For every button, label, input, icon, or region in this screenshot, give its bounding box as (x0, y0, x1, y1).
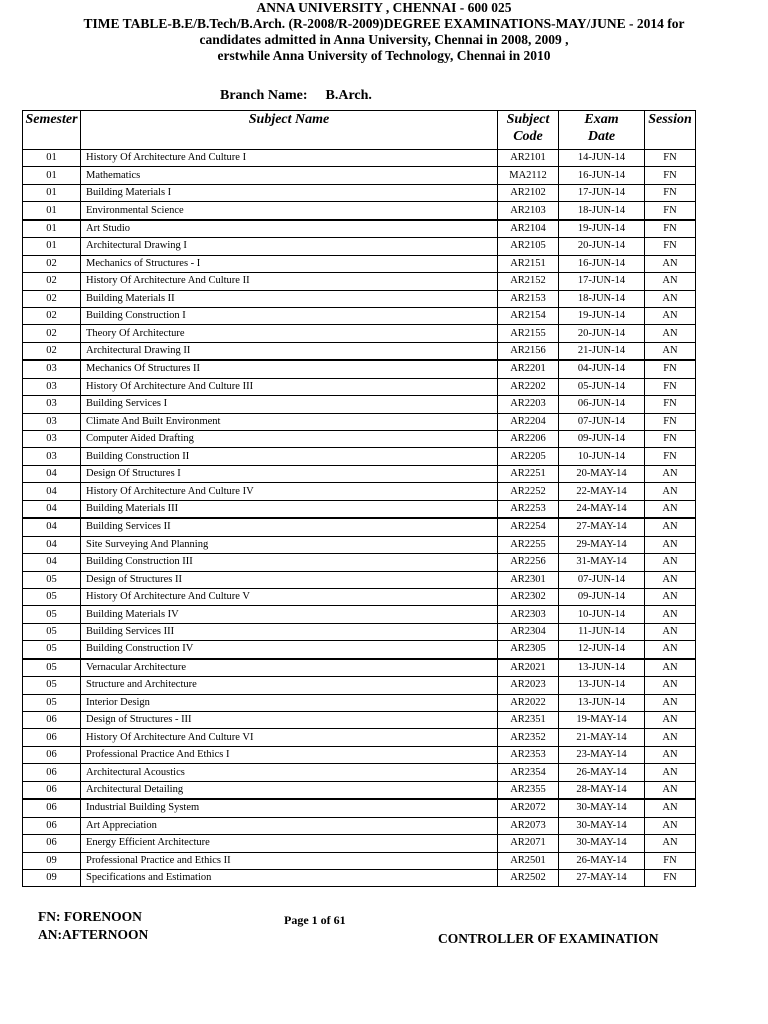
subject-name-cell: Specifications and Estimation (81, 869, 498, 886)
session-cell: FN (645, 238, 696, 255)
semester-cell: 01 (23, 150, 81, 167)
table-row (23, 694, 696, 711)
subject-code-cell: AR2354 (498, 764, 559, 781)
legend-fn: FN: FORENOON (38, 909, 142, 924)
exam-date-cell: 19-JUN-14 (559, 307, 645, 324)
subject-code-cell: AR2303 (498, 606, 559, 623)
semester-cell: 02 (23, 290, 81, 307)
exam-date-cell: 30-MAY-14 (559, 799, 645, 817)
subject-code-cell: AR2071 (498, 835, 559, 852)
table-row (23, 659, 696, 677)
subject-code-cell: AR2502 (498, 869, 559, 886)
subject-code-cell: AR2351 (498, 712, 559, 729)
subject-name-cell: Architectural Detailing (81, 781, 498, 799)
semester-cell: 01 (23, 220, 81, 238)
exam-date-cell: 18-JUN-14 (559, 202, 645, 220)
subject-code-header: Subject Code (498, 111, 559, 150)
session-cell: FN (645, 431, 696, 448)
subject-code-cell: AR2154 (498, 307, 559, 324)
table-row (23, 325, 696, 342)
semester-cell: 02 (23, 342, 81, 360)
table-row (23, 483, 696, 500)
subject-code-cell: AR2153 (498, 290, 559, 307)
session-cell: AN (645, 659, 696, 677)
exam-date-cell: 20-JUN-14 (559, 238, 645, 255)
subject-code-cell: AR2201 (498, 360, 559, 378)
table-row (23, 431, 696, 448)
legend-an: AN:AFTERNOON (38, 927, 149, 942)
session-cell: FN (645, 448, 696, 465)
subject-name-cell: Mechanics of Structures - I (81, 255, 498, 272)
table-row (23, 342, 696, 360)
subject-name-cell: History Of Architecture And Culture II (81, 273, 498, 290)
semester-cell: 03 (23, 360, 81, 378)
exam-date-cell: 07-JUN-14 (559, 413, 645, 430)
subject-name-header: Subject Name (81, 111, 498, 150)
exam-date-cell: 13-JUN-14 (559, 694, 645, 711)
semester-cell: 06 (23, 817, 81, 834)
semester-cell: 01 (23, 184, 81, 201)
semester-cell: 05 (23, 659, 81, 677)
semester-cell: 01 (23, 238, 81, 255)
subject-code-cell: AR2152 (498, 273, 559, 290)
session-header: Session (645, 111, 696, 150)
table-row (23, 518, 696, 536)
subject-name-cell: Architectural Drawing I (81, 238, 498, 255)
subject-name-cell: History Of Architecture And Culture III (81, 378, 498, 395)
table-row (23, 396, 696, 413)
semester-cell: 04 (23, 483, 81, 500)
subject-code-cell: AR2105 (498, 238, 559, 255)
exam-date-cell: 16-JUN-14 (559, 167, 645, 184)
table-row (23, 712, 696, 729)
table-row (23, 273, 696, 290)
session-cell: FN (645, 378, 696, 395)
subject-code-cell: AR2254 (498, 518, 559, 536)
session-cell: AN (645, 835, 696, 852)
table-row (23, 623, 696, 640)
subject-code-cell: AR2102 (498, 184, 559, 201)
session-cell: AN (645, 571, 696, 588)
subject-code-cell: AR2353 (498, 746, 559, 763)
subject-name-cell: History Of Architecture And Culture I (81, 150, 498, 167)
semester-cell: 05 (23, 677, 81, 694)
exam-date-cell: 11-JUN-14 (559, 623, 645, 640)
semester-cell: 06 (23, 835, 81, 852)
semester-header: Semester (23, 111, 81, 150)
semester-cell: 06 (23, 764, 81, 781)
subject-name-cell: Interior Design (81, 694, 498, 711)
session-cell: AN (645, 325, 696, 342)
exam-date-cell: 10-JUN-14 (559, 606, 645, 623)
table-row (23, 184, 696, 201)
subject-code-cell: AR2155 (498, 325, 559, 342)
table-row (23, 536, 696, 553)
subject-code-cell: AR2302 (498, 588, 559, 605)
exam-date-cell: 17-JUN-14 (559, 184, 645, 201)
table-row (23, 571, 696, 588)
semester-cell: 06 (23, 781, 81, 799)
exam-date-cell: 18-JUN-14 (559, 290, 645, 307)
subject-code-cell: AR2255 (498, 536, 559, 553)
table-row (23, 378, 696, 395)
subject-name-cell: Mathematics (81, 167, 498, 184)
session-cell: AN (645, 764, 696, 781)
subject-code-cell: AR2203 (498, 396, 559, 413)
controller-signature: CONTROLLER OF EXAMINATION (438, 931, 659, 946)
subject-code-cell: AR2253 (498, 500, 559, 518)
subject-name-cell: Structure and Architecture (81, 677, 498, 694)
exam-date-cell: 21-MAY-14 (559, 729, 645, 746)
exam-date-cell: 21-JUN-14 (559, 342, 645, 360)
table-row (23, 360, 696, 378)
semester-cell: 09 (23, 869, 81, 886)
semester-cell: 03 (23, 396, 81, 413)
exam-date-cell: 14-JUN-14 (559, 150, 645, 167)
subject-name-cell: Building Construction II (81, 448, 498, 465)
subject-name-cell: Building Construction I (81, 307, 498, 324)
session-cell: AN (645, 817, 696, 834)
exam-date-cell: 30-MAY-14 (559, 835, 645, 852)
subject-code-cell: AR2301 (498, 571, 559, 588)
subject-code-cell: MA2112 (498, 167, 559, 184)
subject-code-cell: AR2304 (498, 623, 559, 640)
semester-cell: 04 (23, 465, 81, 482)
session-cell: FN (645, 184, 696, 201)
exam-date-cell: 27-MAY-14 (559, 869, 645, 886)
subject-name-cell: Industrial Building System (81, 799, 498, 817)
exam-date-cell: 09-JUN-14 (559, 588, 645, 605)
subject-name-cell: Professional Practice And Ethics I (81, 746, 498, 763)
exam-date-cell: 13-JUN-14 (559, 659, 645, 677)
subject-name-cell: Professional Practice and Ethics II (81, 852, 498, 869)
semester-cell: 06 (23, 799, 81, 817)
subject-code-cell: AR2251 (498, 465, 559, 482)
subject-code-cell: AR2101 (498, 150, 559, 167)
subject-code-cell: AR2073 (498, 817, 559, 834)
session-cell: AN (645, 799, 696, 817)
semester-cell: 03 (23, 431, 81, 448)
subject-name-cell: Building Construction IV (81, 641, 498, 659)
subject-name-cell: Climate And Built Environment (81, 413, 498, 430)
semester-cell: 06 (23, 729, 81, 746)
table-row (23, 413, 696, 430)
table-row (23, 799, 696, 817)
table-row (23, 817, 696, 834)
timetable-title: TIME TABLE-B.E/B.Tech/B.Arch. (R-2008/R-2009)DEGREE EXAMINATIONS-MAY/JUNE - 2014 for (83, 16, 685, 31)
session-legend (38, 908, 148, 944)
timetable (22, 110, 696, 887)
admission-line: candidates admitted in Anna University, Chennai in 2008, 2009 , (199, 32, 569, 47)
table-row (23, 307, 696, 324)
table-row (23, 290, 696, 307)
session-cell: AN (645, 307, 696, 324)
subject-name-cell: History Of Architecture And Culture VI (81, 729, 498, 746)
subject-name-cell: Building Services I (81, 396, 498, 413)
table-row (23, 869, 696, 886)
semester-cell: 06 (23, 712, 81, 729)
session-cell: AN (645, 273, 696, 290)
session-cell: AN (645, 677, 696, 694)
erstwhile-line: erstwhile Anna University of Technology, Chennai in 2010 (217, 48, 551, 63)
subject-code-cell: AR2204 (498, 413, 559, 430)
exam-date-cell: 19-JUN-14 (559, 220, 645, 238)
exam-date-cell: 05-JUN-14 (559, 378, 645, 395)
subject-code-cell: AR2022 (498, 694, 559, 711)
subject-name-cell: Design Of Structures I (81, 465, 498, 482)
session-cell: AN (645, 518, 696, 536)
subject-name-cell: Building Materials II (81, 290, 498, 307)
session-cell: AN (645, 290, 696, 307)
session-cell: AN (645, 746, 696, 763)
session-cell: FN (645, 220, 696, 238)
session-cell: AN (645, 342, 696, 360)
semester-cell: 05 (23, 694, 81, 711)
subject-name-cell: Environmental Science (81, 202, 498, 220)
subject-name-cell: Building Services II (81, 518, 498, 536)
subject-code-cell: AR2252 (498, 483, 559, 500)
subject-code-cell: AR2501 (498, 852, 559, 869)
page-number: Page 1 of 61 (284, 913, 346, 927)
subject-name-cell: Architectural Acoustics (81, 764, 498, 781)
exam-date-cell: 31-MAY-14 (559, 554, 645, 571)
exam-date-cell: 17-JUN-14 (559, 273, 645, 290)
exam-date-cell: 13-JUN-14 (559, 677, 645, 694)
semester-cell: 05 (23, 623, 81, 640)
branch-name (220, 88, 372, 104)
subject-code-cell: AR2352 (498, 729, 559, 746)
exam-date-cell: 06-JUN-14 (559, 396, 645, 413)
session-cell: AN (645, 694, 696, 711)
subject-code-cell: AR2206 (498, 431, 559, 448)
table-row (23, 150, 696, 167)
session-cell: AN (645, 588, 696, 605)
subject-code-cell: AR2355 (498, 781, 559, 799)
table-row (23, 554, 696, 571)
exam-date-cell: 30-MAY-14 (559, 817, 645, 834)
table-row (23, 500, 696, 518)
session-cell: AN (645, 712, 696, 729)
session-cell: AN (645, 536, 696, 553)
exam-date-cell: 10-JUN-14 (559, 448, 645, 465)
session-cell: AN (645, 623, 696, 640)
subject-name-cell: Building Materials III (81, 500, 498, 518)
subject-name-cell: Design of Structures - III (81, 712, 498, 729)
table-row (23, 764, 696, 781)
session-cell: FN (645, 413, 696, 430)
table-row (23, 448, 696, 465)
session-cell: FN (645, 360, 696, 378)
subject-code-cell: AR2202 (498, 378, 559, 395)
document-header (0, 0, 768, 64)
exam-date-cell: 20-MAY-14 (559, 465, 645, 482)
subject-code-cell: AR2156 (498, 342, 559, 360)
subject-name-cell: Vernacular Architecture (81, 659, 498, 677)
session-cell: FN (645, 167, 696, 184)
semester-cell: 03 (23, 413, 81, 430)
subject-name-cell: Site Surveying And Planning (81, 536, 498, 553)
subject-code-cell: AR2023 (498, 677, 559, 694)
subject-name-cell: Building Construction III (81, 554, 498, 571)
session-cell: FN (645, 869, 696, 886)
exam-date-cell: 09-JUN-14 (559, 431, 645, 448)
subject-name-cell: Building Materials IV (81, 606, 498, 623)
session-cell: AN (645, 729, 696, 746)
semester-cell: 09 (23, 852, 81, 869)
table-row (23, 781, 696, 799)
semester-cell: 05 (23, 571, 81, 588)
branch-value: B.Arch. (325, 88, 372, 103)
subject-code-cell: AR2021 (498, 659, 559, 677)
semester-cell: 02 (23, 273, 81, 290)
semester-cell: 01 (23, 202, 81, 220)
semester-cell: 03 (23, 378, 81, 395)
university-title: ANNA UNIVERSITY , CHENNAI - 600 025 (256, 0, 512, 15)
subject-name-cell: Building Services III (81, 623, 498, 640)
subject-name-cell: Building Materials I (81, 184, 498, 201)
table-row (23, 465, 696, 482)
table-row (23, 641, 696, 659)
exam-date-header: Exam Date (559, 111, 645, 150)
subject-code-cell: AR2072 (498, 799, 559, 817)
exam-date-cell: 22-MAY-14 (559, 483, 645, 500)
table-row (23, 852, 696, 869)
subject-name-cell: Art Appreciation (81, 817, 498, 834)
session-cell: FN (645, 852, 696, 869)
semester-cell: 05 (23, 641, 81, 659)
subject-name-cell: Computer Aided Drafting (81, 431, 498, 448)
exam-date-cell: 28-MAY-14 (559, 781, 645, 799)
session-cell: AN (645, 500, 696, 518)
subject-name-cell: Art Studio (81, 220, 498, 238)
semester-cell: 05 (23, 606, 81, 623)
semester-cell: 06 (23, 746, 81, 763)
session-cell: AN (645, 465, 696, 482)
semester-cell: 02 (23, 307, 81, 324)
session-cell: AN (645, 606, 696, 623)
exam-date-cell: 29-MAY-14 (559, 536, 645, 553)
branch-label: Branch Name: (220, 88, 308, 103)
subject-name-cell: Architectural Drawing II (81, 342, 498, 360)
subject-name-cell: History Of Architecture And Culture V (81, 588, 498, 605)
exam-date-cell: 26-MAY-14 (559, 764, 645, 781)
semester-cell: 02 (23, 325, 81, 342)
exam-date-cell: 27-MAY-14 (559, 518, 645, 536)
exam-date-cell: 23-MAY-14 (559, 746, 645, 763)
session-cell: AN (645, 641, 696, 659)
session-cell: FN (645, 150, 696, 167)
exam-date-cell: 20-JUN-14 (559, 325, 645, 342)
table-row (23, 746, 696, 763)
session-cell: FN (645, 396, 696, 413)
semester-cell: 01 (23, 167, 81, 184)
exam-date-cell: 12-JUN-14 (559, 641, 645, 659)
subject-code-cell: AR2256 (498, 554, 559, 571)
subject-code-cell: AR2151 (498, 255, 559, 272)
session-cell: AN (645, 554, 696, 571)
exam-date-cell: 07-JUN-14 (559, 571, 645, 588)
session-cell: FN (645, 202, 696, 220)
subject-name-cell: Mechanics Of Structures II (81, 360, 498, 378)
exam-date-cell: 04-JUN-14 (559, 360, 645, 378)
semester-cell: 04 (23, 554, 81, 571)
semester-cell: 05 (23, 588, 81, 605)
semester-cell: 04 (23, 518, 81, 536)
table-row (23, 606, 696, 623)
table-body (23, 150, 696, 887)
table-row (23, 677, 696, 694)
exam-date-cell: 19-MAY-14 (559, 712, 645, 729)
table-row (23, 167, 696, 184)
exam-date-cell: 16-JUN-14 (559, 255, 645, 272)
semester-cell: 02 (23, 255, 81, 272)
table-row (23, 220, 696, 238)
table-header-row (23, 111, 696, 150)
table-row (23, 835, 696, 852)
table-row (23, 588, 696, 605)
subject-name-cell: Energy Efficient Architecture (81, 835, 498, 852)
exam-date-cell: 26-MAY-14 (559, 852, 645, 869)
session-cell: AN (645, 255, 696, 272)
exam-date-cell: 24-MAY-14 (559, 500, 645, 518)
table-row (23, 255, 696, 272)
subject-code-cell: AR2305 (498, 641, 559, 659)
subject-name-cell: History Of Architecture And Culture IV (81, 483, 498, 500)
subject-name-cell: Design of Structures II (81, 571, 498, 588)
subject-name-cell: Theory Of Architecture (81, 325, 498, 342)
session-cell: AN (645, 483, 696, 500)
table-row (23, 729, 696, 746)
subject-code-cell: AR2205 (498, 448, 559, 465)
subject-code-cell: AR2103 (498, 202, 559, 220)
semester-cell: 03 (23, 448, 81, 465)
session-cell: AN (645, 781, 696, 799)
table-row (23, 202, 696, 220)
subject-code-cell: AR2104 (498, 220, 559, 238)
semester-cell: 04 (23, 500, 81, 518)
semester-cell: 04 (23, 536, 81, 553)
table-row (23, 238, 696, 255)
